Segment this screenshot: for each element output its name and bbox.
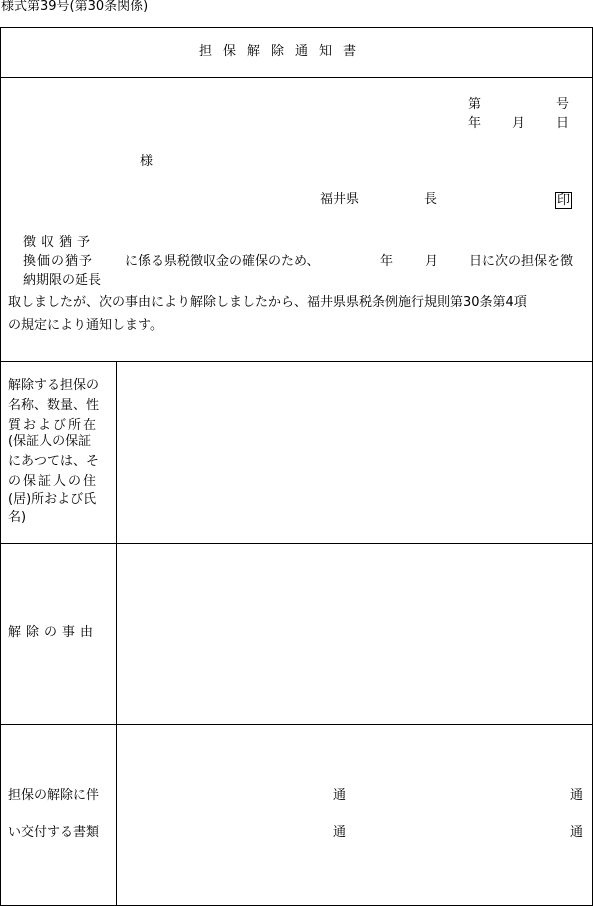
issuer-title: 長 bbox=[424, 192, 438, 207]
frame-top-border bbox=[0, 27, 593, 28]
reason-option-collection-grace: 徴収猶予 bbox=[23, 235, 96, 250]
body-line1-suffix: 日に次の担保を徴 bbox=[469, 254, 574, 269]
row3-label-line: 担保の解除に伴 bbox=[8, 788, 100, 803]
date-month: 月 bbox=[512, 116, 526, 131]
row1-label-line: にあつては、そ bbox=[8, 454, 100, 469]
label-column-divider bbox=[116, 361, 117, 906]
body-line3: の規定により通知します。 bbox=[8, 318, 163, 333]
document-count-unit: 通 bbox=[570, 825, 584, 840]
row-release-reason-label: 解除の事由 bbox=[8, 625, 99, 640]
row3-label-line: い交付する書類 bbox=[8, 825, 100, 840]
row-divider-2 bbox=[0, 724, 593, 725]
title-divider bbox=[0, 77, 593, 78]
body-line1-month: 月 bbox=[425, 254, 439, 269]
reason-option-conversion-grace: 換価の猶予 bbox=[23, 254, 94, 269]
addressee-suffix: 様 bbox=[140, 154, 154, 169]
row1-label-line: (保証人の保証 bbox=[8, 434, 92, 449]
document-count-unit: 通 bbox=[570, 788, 584, 803]
frame-left-border bbox=[0, 27, 1, 906]
row1-label-line: の保証人の住 bbox=[8, 474, 99, 489]
row1-label-line: 質および所在 bbox=[8, 418, 99, 433]
row1-label-line: 解除する担保の bbox=[8, 378, 100, 393]
body-line1-year: 年 bbox=[380, 254, 394, 269]
date-year: 年 bbox=[468, 116, 482, 131]
header-divider bbox=[0, 361, 593, 362]
row1-label-line: (居)所および氏 bbox=[8, 492, 97, 507]
row1-label-line: 名称、数量、性 bbox=[8, 398, 100, 413]
row-divider-1 bbox=[0, 543, 593, 544]
issuer-prefecture: 福井県 bbox=[320, 192, 360, 207]
date-day: 日 bbox=[556, 116, 570, 131]
number-suffix: 号 bbox=[556, 97, 570, 112]
reason-option-deadline-extension: 納期限の延長 bbox=[23, 273, 102, 288]
seal-mark: 印 bbox=[557, 193, 571, 208]
document-count-unit: 通 bbox=[333, 825, 347, 840]
form-label: 様式第39号(第30条関係) bbox=[1, 0, 149, 14]
document-count-unit: 通 bbox=[333, 788, 347, 803]
number-label: 第 bbox=[468, 97, 482, 112]
form-title: 担保解除通知書 bbox=[199, 44, 368, 59]
body-line2: 取しましたが、次の事由により解除しましたから、福井県県税条例施行規則第30条第4項 bbox=[8, 295, 527, 310]
row1-label-line: 名) bbox=[8, 510, 27, 525]
body-line1-prefix: に係る県税徴収金の確保のため、 bbox=[125, 254, 320, 269]
